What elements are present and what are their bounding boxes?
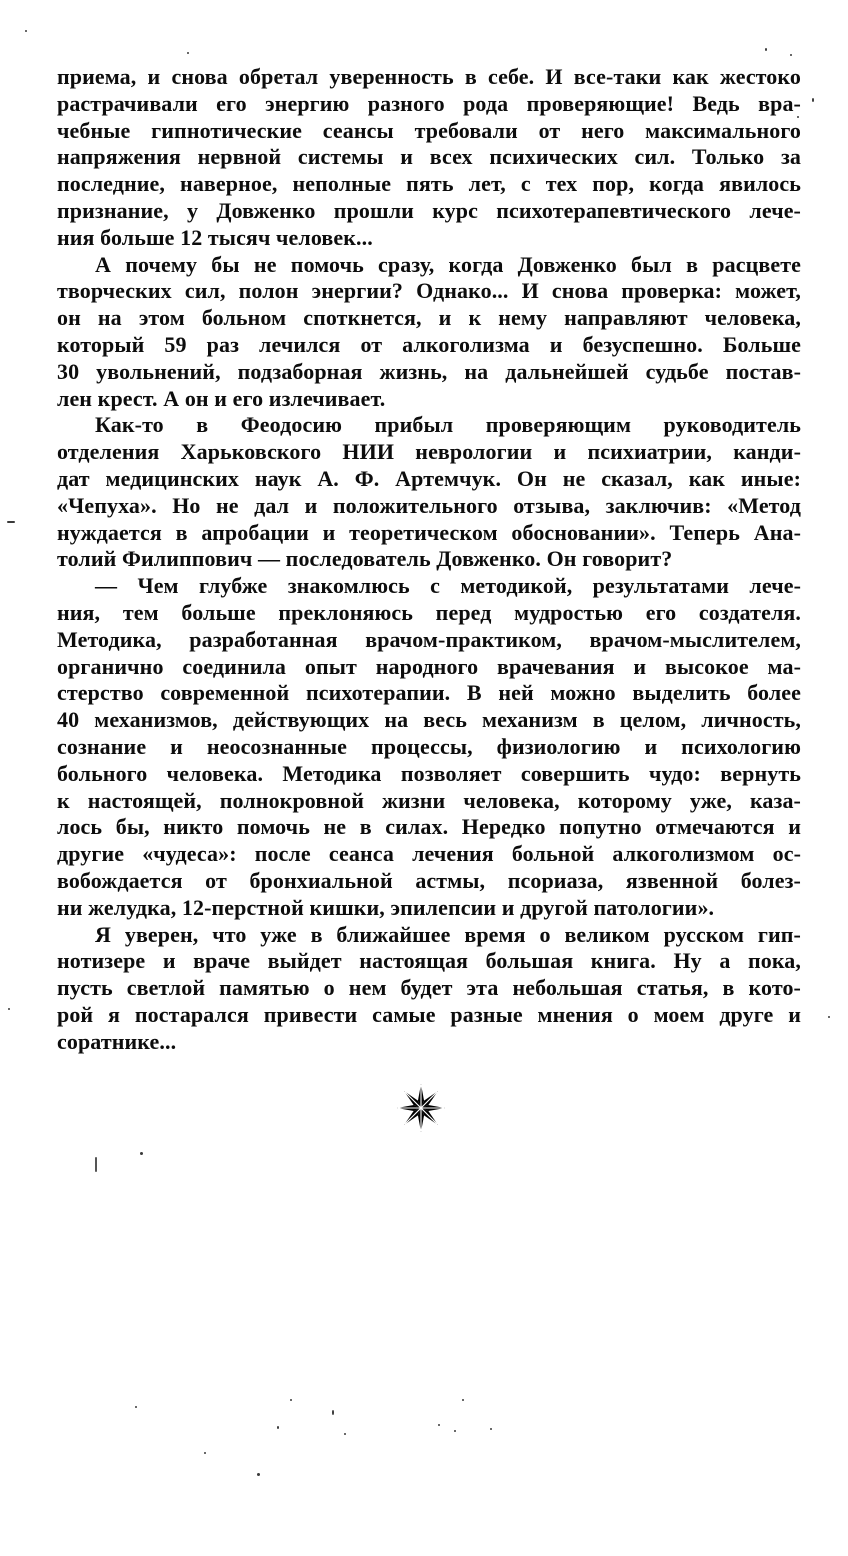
text-line: творческих сил, полон энергии? Однако... И снова проверка: может, xyxy=(57,278,801,304)
scan-mark-parenthesis xyxy=(95,1157,97,1172)
scan-speckle xyxy=(454,1430,456,1432)
scan-speckle xyxy=(8,1008,10,1010)
scan-mark-dash xyxy=(7,521,15,523)
text-line: к настоящей, полнокровной жизни человека, которому уже, каза- xyxy=(57,787,801,813)
paragraph xyxy=(57,64,801,252)
text-line: вобождается от бронхиальной астмы, псориаза, язвенной болез- xyxy=(57,867,801,893)
scan-speckle xyxy=(135,1406,137,1408)
scan-speckle xyxy=(187,52,189,54)
scan-speckle xyxy=(490,1428,492,1430)
text-line: ния больше 12 тысяч человек... xyxy=(57,224,373,250)
text-line: напряжения нервной системы и всех психических сил. Только за xyxy=(57,144,801,170)
text-line: соратнике... xyxy=(57,1028,177,1054)
scan-speckle xyxy=(790,54,792,56)
text-line: толий Филиппович — последователь Довженко. Он говорит? xyxy=(57,546,673,572)
scan-speckle xyxy=(277,1426,279,1429)
text-line: чебные гипнотические сеансы требовали от него максимального xyxy=(57,117,801,143)
scan-speckle xyxy=(438,1424,440,1426)
text-line: органично соединила опыт народного врачевания и высокое ма- xyxy=(57,653,801,679)
text-line: А почему бы не помочь сразу, когда Довженко был в расцвете xyxy=(95,251,801,277)
scan-speckle xyxy=(257,1473,260,1476)
text-line: Как-то в Феодосию прибыл проверяющим руководитель xyxy=(95,412,801,438)
text-line: растрачивали его энергию разного рода проверяющие! Ведь вра- xyxy=(57,90,801,116)
text-line: последние, наверное, неполные пять лет, с тех пор, когда явилось xyxy=(57,171,801,197)
text-line: другие «чудеса»: после сеанса лечения больной алкоголизмом ос- xyxy=(57,841,801,867)
text-line: больного человека. Методика позволяет совершить чудо: вернуть xyxy=(57,760,801,786)
text-line: отделения Харьковского НИИ неврологии и психиатрии, канди- xyxy=(57,439,801,465)
text-line: 30 увольнений, подзаборная жизнь, на дальнейшей судьбе постав- xyxy=(57,358,801,384)
text-line: ни желудка, 12-перстной кишки, эпилепсии и другой патологии». xyxy=(57,894,715,920)
text-line: признание, у Довженко прошли курс психотерапевтического лече- xyxy=(57,197,801,223)
text-line: 40 механизмов, действующих на весь механизм в целом, личность, xyxy=(57,707,801,733)
scan-speckle xyxy=(290,1399,292,1401)
scan-speckle xyxy=(25,30,27,32)
eight-pointed-star-ornament-icon xyxy=(396,1083,446,1133)
text-line: нуждается в апробации и теоретическом обосновании». Теперь Ана- xyxy=(57,519,801,545)
text-line: пусть светлой памятью о нем будет эта небольшая статья, в кото- xyxy=(57,975,801,1001)
text-line: приема, и снова обретал уверенность в себе. И все-таки как жестоко xyxy=(57,64,801,89)
text-line: рой я постарался привести самые разные мнения о моем друге и xyxy=(57,1001,801,1027)
text-line: ния, тем больше преклоняюсь перед мудростью его создателя. xyxy=(57,599,801,625)
scan-speckle xyxy=(140,1152,143,1155)
scan-speckle xyxy=(812,98,814,102)
text-line: Методика, разработанная врачом-практиком, врачом-мыслителем, xyxy=(57,626,801,652)
scan-speckle xyxy=(462,1399,464,1401)
scan-speckle xyxy=(765,48,767,51)
text-line: сознание и неосознанные процессы, физиологию и психологию xyxy=(57,733,801,759)
text-line: который 59 раз лечился от алкоголизма и безуспешно. Больше xyxy=(57,331,801,357)
scan-speckle xyxy=(204,1452,206,1454)
text-line: лен крест. А он и его излечивает. xyxy=(57,385,386,411)
text-line: стерство современной психотерапии. В ней можно выделить более xyxy=(57,680,801,706)
text-line: он на этом больном споткнется, и к нему направляют человека, xyxy=(57,305,801,331)
paragraph xyxy=(57,412,801,573)
text-line: дат медицинских наук А. Ф. Артемчук. Он не сказал, как иные: xyxy=(57,465,801,491)
text-line: Я уверен, что уже в ближайшее время о великом русском гип- xyxy=(95,921,801,947)
text-line: лось бы, никто помочь не в силах. Нередко попутно отмечаются и xyxy=(57,814,801,840)
text-line: — Чем глубже знакомлюсь с методикой, результатами лече- xyxy=(95,573,801,599)
paragraph xyxy=(57,573,801,921)
page-text xyxy=(57,64,801,1055)
text-line: «Чепуха». Но не дал и положительного отзыва, заключив: «Метод xyxy=(57,492,801,518)
paragraph xyxy=(57,252,801,413)
scan-speckle xyxy=(332,1410,334,1415)
text-line: нотизере и враче выйдет настоящая большая книга. Ну а пока, xyxy=(57,948,801,974)
scan-speckle xyxy=(797,116,799,118)
paragraph xyxy=(57,922,801,1056)
scan-speckle xyxy=(828,1016,830,1018)
scan-speckle xyxy=(344,1433,346,1435)
